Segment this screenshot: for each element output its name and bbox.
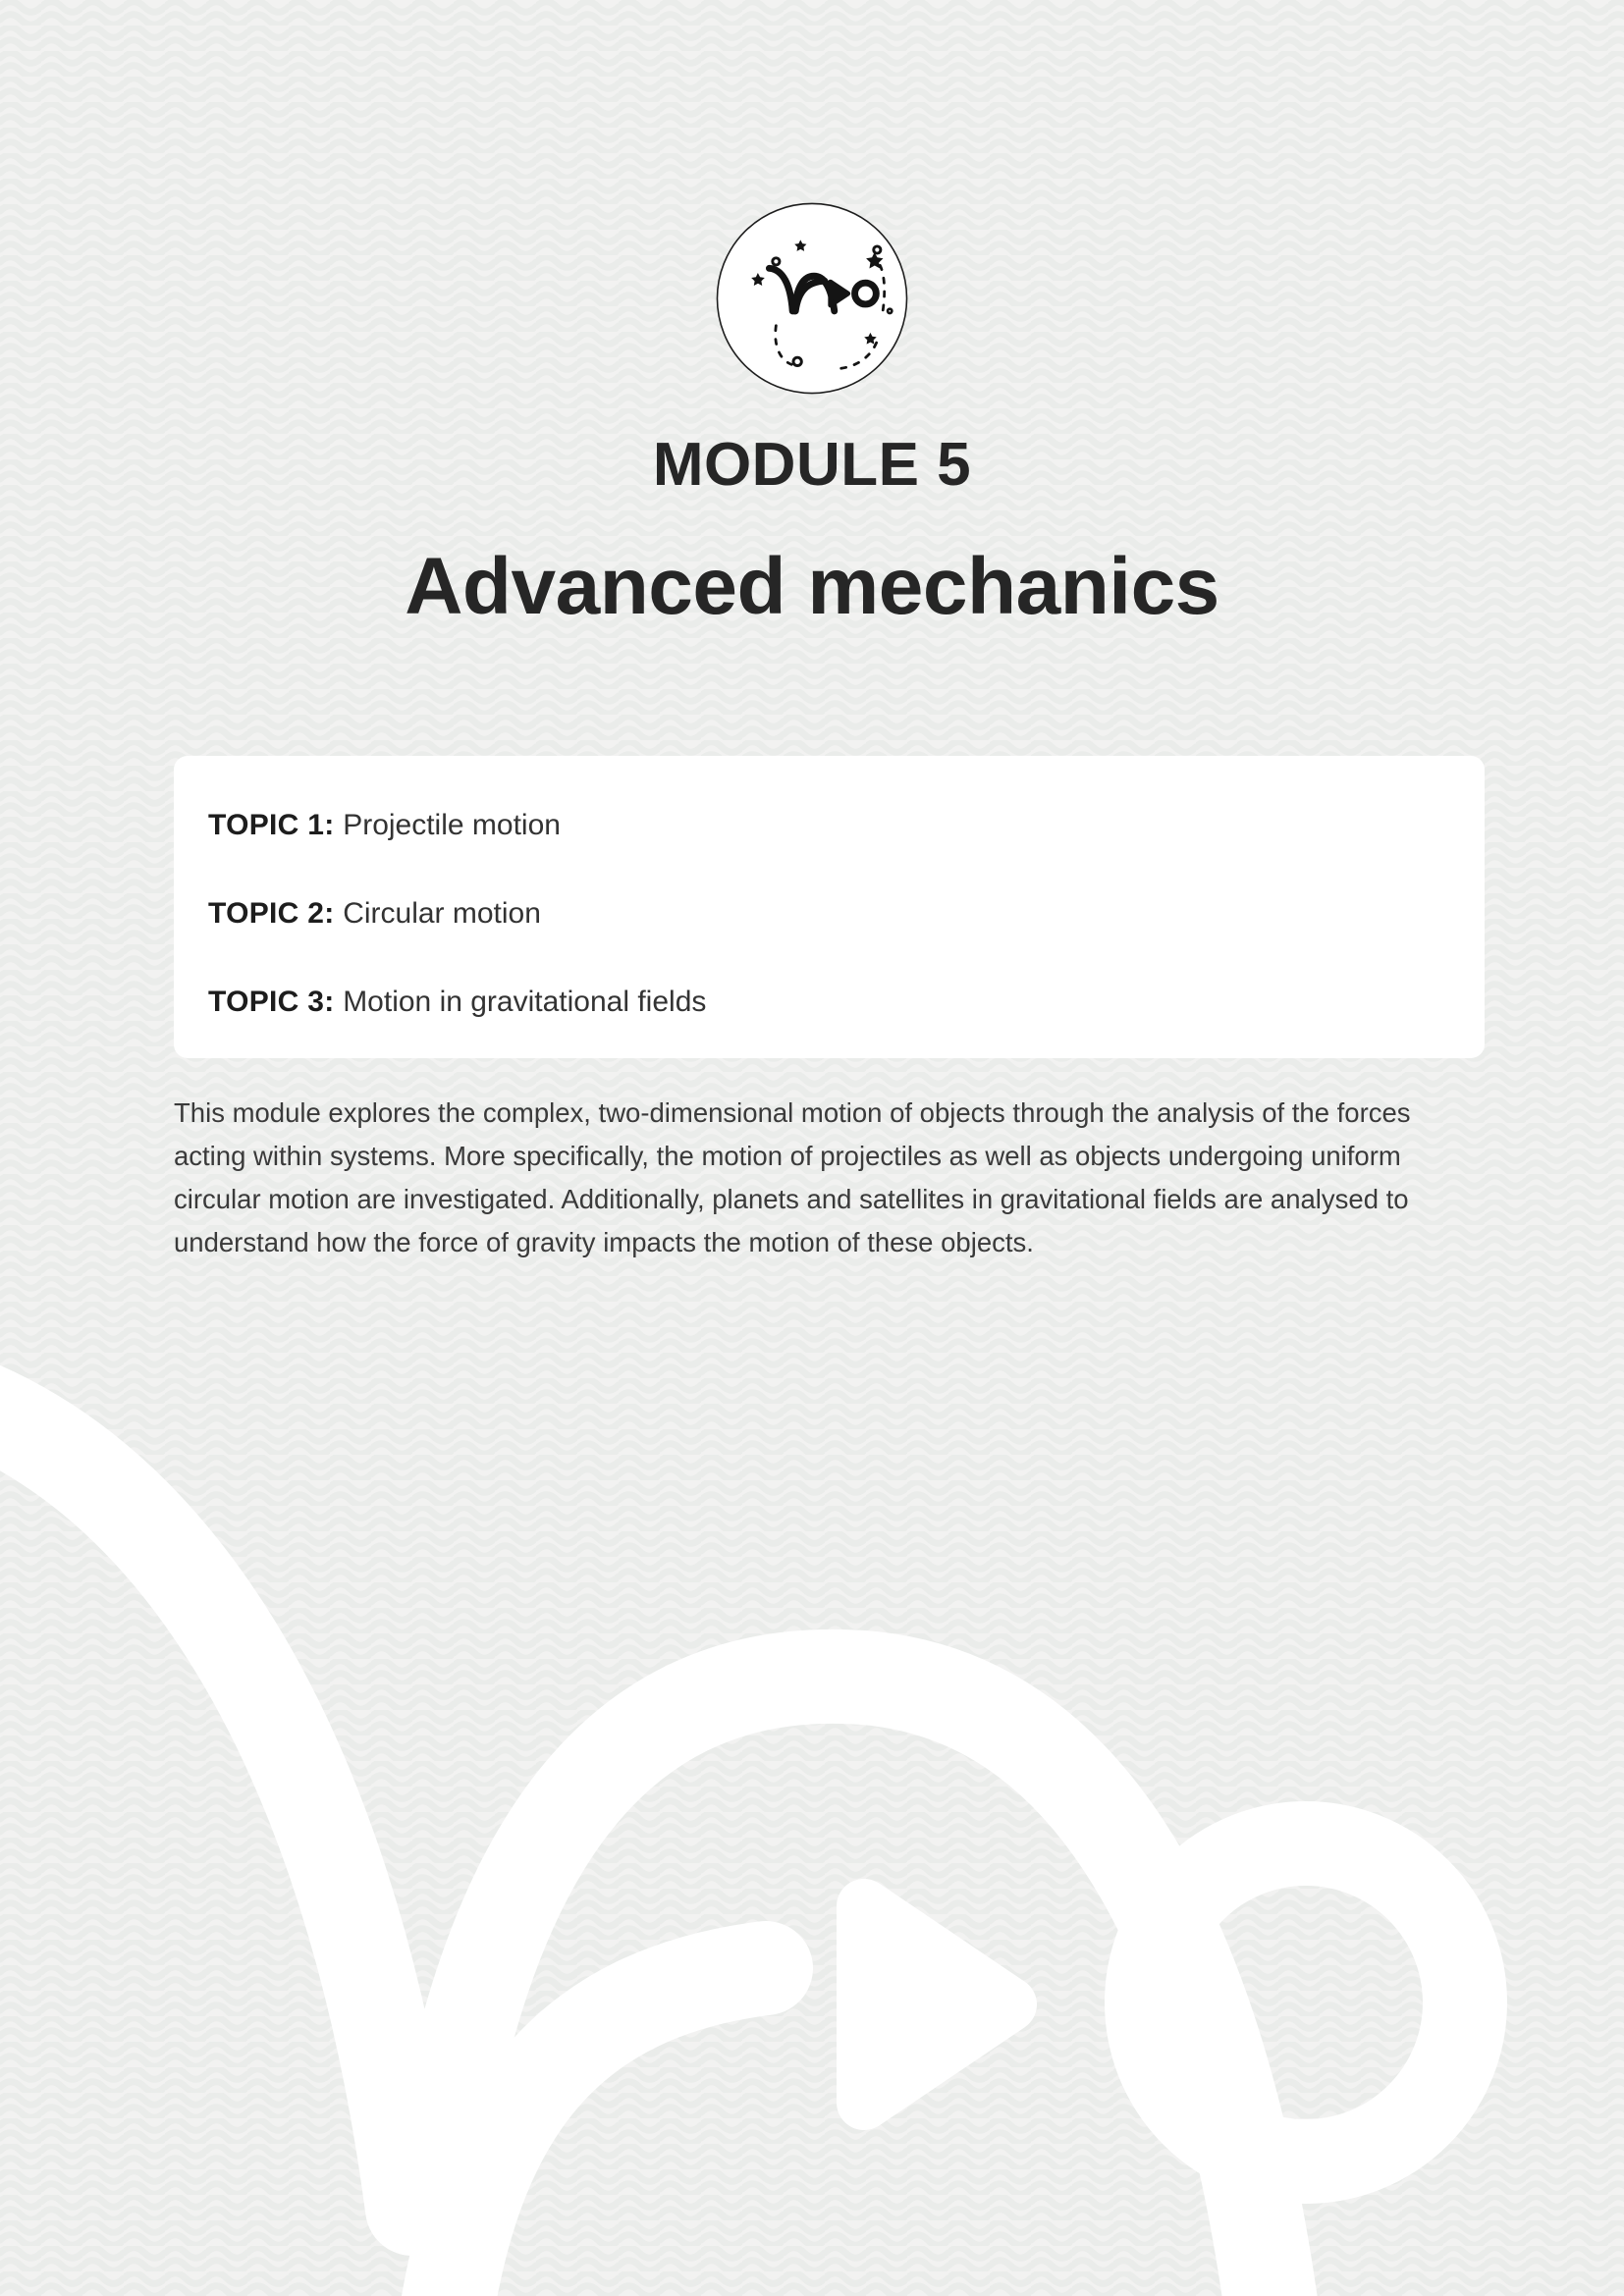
topic-row bbox=[208, 988, 1485, 1017]
module-description: This module explores the complex, two-dimensional motion of objects through the analysis of the forces acting within systems. More specifically, the motion of projectiles as well as objects undergoing uniform circular motion are investigated. Additionally, planets and satellites in gravitational fields are analysed to understand how the force of gravity impacts the motion of these objects. bbox=[174, 1097, 1411, 1257]
topic-label: TOPIC 3: bbox=[208, 986, 344, 1018]
topic-label: TOPIC 2: bbox=[208, 897, 344, 930]
badge-container bbox=[0, 201, 1624, 396]
topic-label: TOPIC 1: bbox=[208, 809, 344, 841]
topic-text: Motion in gravitational fields bbox=[343, 986, 707, 1018]
projectile-bounce-icon bbox=[715, 201, 909, 396]
topics-card bbox=[174, 756, 1485, 1058]
topic-row bbox=[208, 811, 1485, 840]
topic-text: Projectile motion bbox=[343, 809, 561, 841]
page-title: Advanced mechanics bbox=[405, 542, 1219, 631]
topic-text: Circular motion bbox=[343, 897, 541, 930]
topic-row bbox=[208, 899, 1485, 929]
module-label: MODULE 5 bbox=[652, 431, 972, 499]
